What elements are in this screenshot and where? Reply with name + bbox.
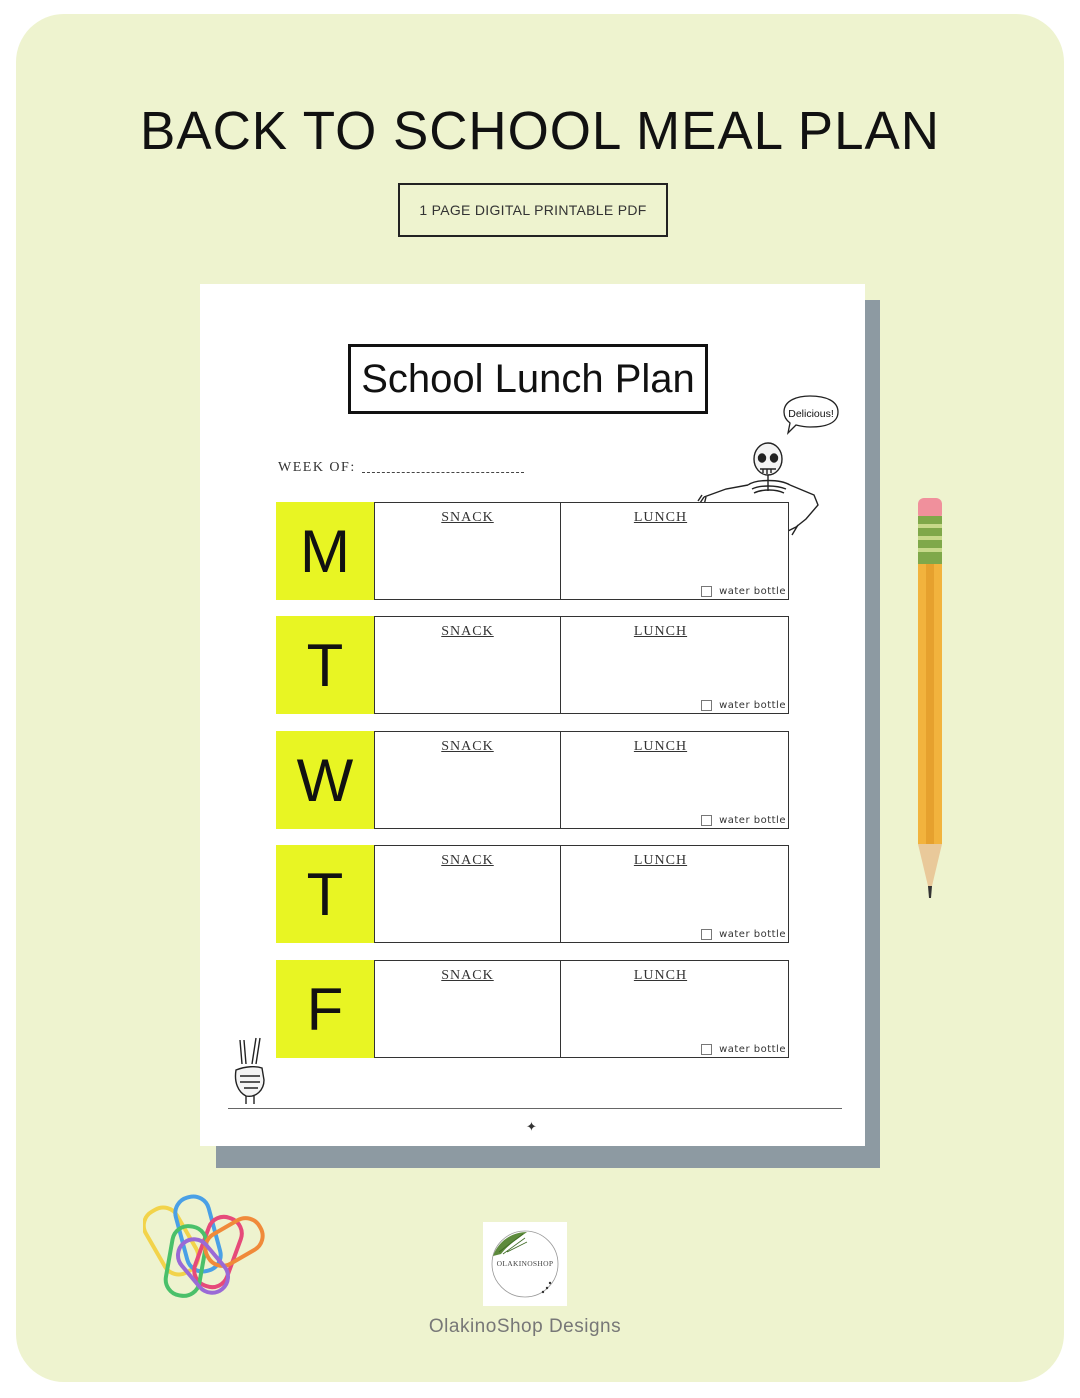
speech-bubble-text: Delicious! <box>788 408 834 420</box>
lunch-label: LUNCH <box>633 624 688 639</box>
snack-label: SNACK <box>441 739 494 754</box>
water-bottle-option[interactable] <box>701 700 786 711</box>
pencil-icon <box>912 494 948 904</box>
lunch-label: LUNCH <box>633 968 688 983</box>
snack-box[interactable] <box>374 616 561 714</box>
printable-sheet <box>200 284 865 1146</box>
headline: BACK TO SCHOOL MEAL PLAN <box>140 101 940 161</box>
lunch-label: LUNCH <box>633 853 688 868</box>
day-row-wednesday <box>276 731 788 829</box>
snack-label: SNACK <box>441 510 494 525</box>
day-letter: M <box>276 502 374 600</box>
day-row-thursday <box>276 845 788 943</box>
week-of-label: WEEK OF: <box>278 460 356 475</box>
lunch-box[interactable] <box>561 502 789 600</box>
day-letter: F <box>276 960 374 1058</box>
skeleton-peace-hand-icon <box>226 1034 272 1106</box>
snack-box[interactable] <box>374 845 561 943</box>
water-bottle-checkbox[interactable] <box>701 700 712 711</box>
paperclips-icon <box>143 1186 273 1304</box>
subtitle-box <box>398 183 668 237</box>
water-bottle-label: water bottle <box>719 586 786 597</box>
lunch-label: LUNCH <box>633 510 688 525</box>
water-bottle-label: water bottle <box>719 700 786 711</box>
snack-box[interactable] <box>374 731 561 829</box>
water-bottle-checkbox[interactable] <box>701 815 712 826</box>
logo-text: OLAKINOSHOP <box>496 1259 554 1268</box>
subtitle-text: 1 PAGE DIGITAL PRINTABLE PDF <box>419 202 647 218</box>
day-row-friday <box>276 960 788 1058</box>
water-bottle-option[interactable] <box>701 586 786 597</box>
week-of <box>278 460 524 476</box>
water-bottle-checkbox[interactable] <box>701 1044 712 1055</box>
lunch-box[interactable] <box>561 731 789 829</box>
water-bottle-checkbox[interactable] <box>701 586 712 597</box>
lunch-box[interactable] <box>561 960 789 1058</box>
lunch-label: LUNCH <box>633 739 688 754</box>
brand-name: OlakinoShop Designs <box>428 1316 622 1337</box>
water-bottle-checkbox[interactable] <box>701 929 712 940</box>
footer-star-icon: ✦ <box>526 1120 537 1135</box>
snack-box[interactable] <box>374 960 561 1058</box>
day-row-monday <box>276 502 788 600</box>
water-bottle-option[interactable] <box>701 815 786 826</box>
lunch-box[interactable] <box>561 845 789 943</box>
footer-divider <box>228 1108 842 1109</box>
day-row-tuesday <box>276 616 788 714</box>
day-letter: W <box>276 731 374 829</box>
sheet-title-text: School Lunch Plan <box>361 356 695 401</box>
snack-label: SNACK <box>441 624 494 639</box>
sheet-title <box>348 344 708 414</box>
lunch-box[interactable] <box>561 616 789 714</box>
water-bottle-label: water bottle <box>719 929 786 940</box>
day-letter: T <box>276 845 374 943</box>
water-bottle-label: water bottle <box>719 815 786 826</box>
water-bottle-label: water bottle <box>719 1044 786 1055</box>
water-bottle-option[interactable] <box>701 929 786 940</box>
snack-box[interactable] <box>374 502 561 600</box>
water-bottle-option[interactable] <box>701 1044 786 1055</box>
week-of-blank[interactable] <box>362 472 524 473</box>
snack-label: SNACK <box>441 968 494 983</box>
snack-label: SNACK <box>441 853 494 868</box>
day-letter: T <box>276 616 374 714</box>
